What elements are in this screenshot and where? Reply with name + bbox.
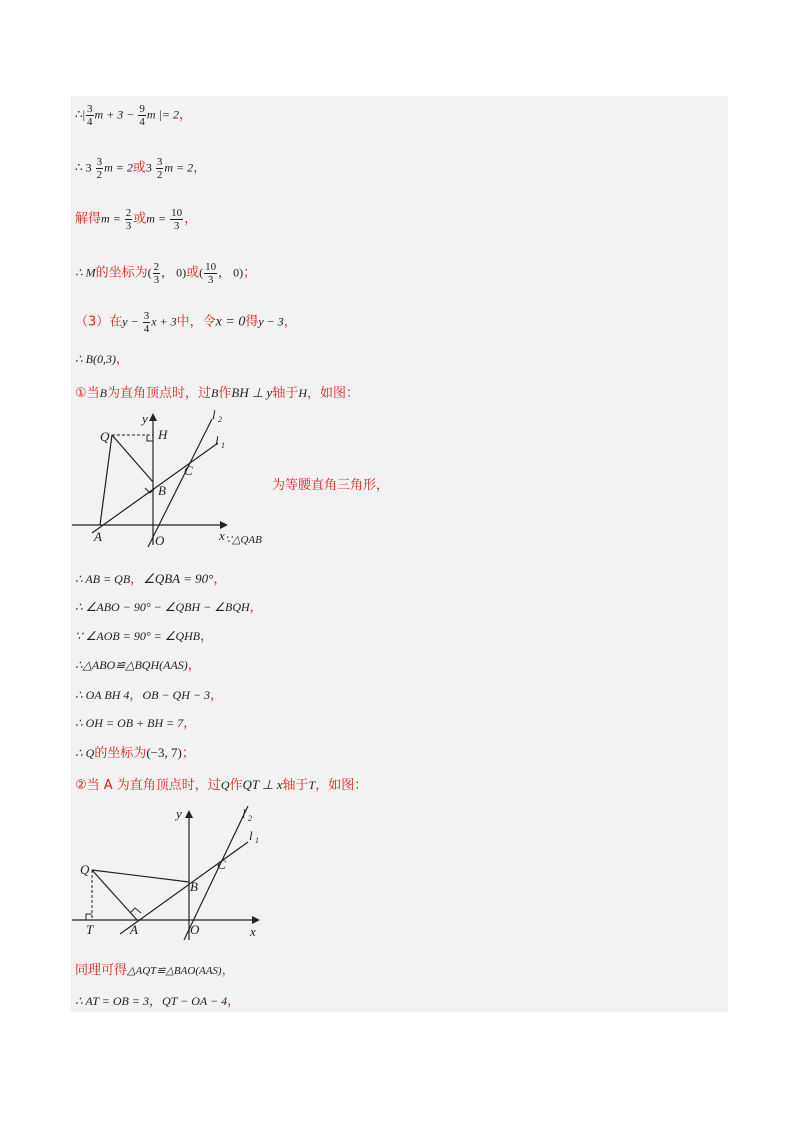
label-Q: Q [100,429,110,444]
math-expr: x + 3 [151,314,177,329]
label-l1-sub: 1 [221,441,225,450]
solve-text: 解得 [75,211,102,227]
math-expr: ∴ M [75,265,96,280]
text: 同理可得 [75,963,128,978]
math-expr: ∴ ∠ABO − 90° − ∠QBH − ∠BQH [75,600,250,614]
text: 为直角顶点时，过 [107,386,212,401]
text: ①当 [75,386,100,401]
punct: ， [178,107,192,123]
math-var: H [298,386,307,400]
math-expr: ∴△ABO≌△BQH(AAS) [75,658,188,672]
label-T: T [86,922,94,937]
label-l2-sub: 2 [218,415,222,424]
fraction: $\frac{3}{2}$ [156,156,163,181]
math-expr: ∴ B(0,3) [75,352,116,366]
line-5 [75,310,297,335]
label-O: O [190,922,200,937]
punct: ， [183,716,197,731]
line-13 [75,713,196,734]
label-C: C [217,857,226,872]
line-11 [75,655,201,676]
right-angle-T [86,914,92,920]
label-l1: l [215,433,219,448]
math-var: B [99,386,107,400]
line-9 [75,597,263,618]
line-17 [75,991,240,1012]
or-text: 或 [133,211,147,227]
fraction: $\frac{10}{3}$ [171,207,183,232]
or-text: 或 [132,160,146,176]
line-10 [75,626,213,647]
fraction: $\frac{9}{4}$ [139,103,145,128]
punct: ， [115,352,129,367]
label-O: O [155,533,165,548]
punct: ， [209,688,223,703]
math-expr: m = 2 [164,160,194,175]
math-var: B [211,386,219,400]
punct: ； [243,265,257,281]
y-axis-arrow [185,810,193,818]
fraction: $\frac{10}{3}$ [205,261,217,286]
line-3 [75,207,197,232]
right-angle-H [147,435,153,441]
line-15 [75,775,367,796]
math-var: Q [220,778,230,792]
punct: ， [249,600,263,615]
label-B: B [158,483,166,498]
punct: ， [130,572,144,587]
label-A: A [94,529,102,544]
text: 的坐标为 [95,265,148,281]
math-expr: y − 3 [258,314,284,329]
line-8 [75,569,226,590]
label-B: B [190,879,198,894]
punct: ， [227,994,241,1009]
line-1 [75,103,192,128]
label-l1: l [249,828,253,843]
math-expr: QT ⊥ x [242,777,283,792]
math-expr: ∴ OA BH 4 [75,688,130,702]
segment-QB [92,870,189,882]
text: 轴于 [272,386,299,401]
math-expr: m + 3 − [94,107,138,122]
label-x: x [250,924,256,939]
math-expr: m |= 2 [146,107,179,122]
line-12 [75,685,223,706]
label-C: C [184,463,193,478]
label-H: H [158,427,168,442]
label-y: y [176,806,182,821]
line-16 [75,960,235,981]
fraction: $\frac{2}{3}$ [125,207,132,232]
math-expr: ∴ AT = OB = 3 [75,994,149,1008]
math-expr: ∠QBA = 90° [143,571,214,586]
figure-1 [70,405,280,550]
punct: ， [193,160,207,176]
y-axis-arrow [149,413,157,421]
label-l2: l [242,806,246,821]
math-expr: QT − OA − 4 [161,994,228,1008]
math-var: T [308,778,316,792]
segment-QA [100,435,112,525]
text: 轴于 [282,778,309,793]
math-expr: ∴ OH = OB + BH = 7 [75,716,184,730]
math-expr: m = 2 [104,160,133,175]
punct: ， [283,314,297,330]
punct: ， [200,629,214,644]
figure-2 [70,800,280,945]
math-expr: y − [122,314,142,329]
math-expr: ∵ ∠AOB = 90° = ∠QHB [75,629,201,643]
x-axis-arrow [252,916,260,924]
label-A: A [130,922,138,937]
math-expr: OB − QH − 3 [142,688,210,702]
math-expr: 3 [145,160,155,175]
line-6 [75,349,129,370]
paren: ， 0) [161,265,187,280]
fraction: $\frac{3}{2}$ [96,156,103,181]
math-expr: △AQT≌△BAO(AAS) [127,965,222,977]
text: ，如图： [315,778,368,793]
fraction: $\frac{3}{4}$ [87,103,93,128]
punct: ， [184,211,198,227]
line-7 [75,383,359,404]
label-x: x [219,528,225,543]
punct: ， [213,572,227,587]
text: ②当 A 为直角顶点时，过 [75,778,221,793]
paren: ， 0) [218,265,244,280]
right-angle-A [130,908,141,913]
math-expr: (−3, 7) [146,745,182,760]
side-note: 为等腰直角三角形， [272,478,390,493]
math-expr: ∴ AB = QB [75,572,131,586]
math-expr: x = 0 [215,314,246,330]
text: 作 [218,386,232,401]
label-l1-sub: 1 [255,836,259,845]
math-expr: ∴ Q [75,746,95,760]
label-y: y [142,411,148,426]
math-prefix: ∴| [75,107,86,122]
punct: ； [181,746,195,761]
fraction: $\frac{3}{4}$ [143,310,150,335]
text: 得 [245,314,259,330]
text: ，如图： [307,386,360,401]
paren: ( [199,265,204,280]
line-4 [75,261,256,286]
segment-QB [112,435,153,482]
or-text: 或 [186,265,200,281]
label-Q: Q [80,862,90,877]
math-expr: m = [101,211,124,226]
side-triangle: ∵△QAB [225,534,262,546]
label-l2: l [212,407,216,422]
punct: ， [187,658,201,673]
math-expr: BH ⊥ y [231,385,273,400]
text: 中，令 [176,314,216,330]
punct: ， [221,963,235,978]
fraction: $\frac{2}{3}$ [153,261,160,286]
math-prefix: ∴ 3 [75,160,95,175]
line-2 [75,156,206,181]
line-14 [75,743,195,764]
paren: ( [147,265,152,280]
punct: ， [148,994,162,1009]
math-expr: m = [146,211,170,226]
label-l2-sub: 2 [248,814,252,823]
text: 的坐标为 [94,746,147,761]
text: 作 [229,778,243,793]
punct: ， [129,688,143,703]
part-label: （3）在 [75,314,123,330]
